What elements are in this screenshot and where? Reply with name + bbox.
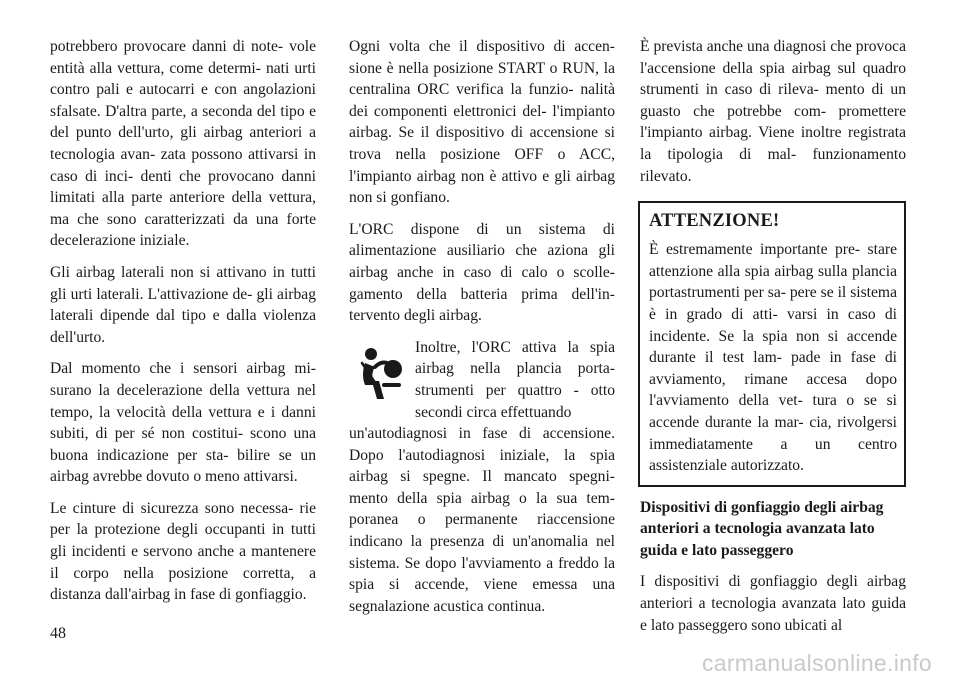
paragraph: È prevista anche una diagnosi che provoca l'accensione della spia airbag sul quadro strumenti in caso di rileva- mento di un guasto che potrebbe com- promettere l'impianto airbag. Viene inoltre registrata la tipologia di mal- funzionamento rilevato. — [640, 38, 906, 185]
text-column-middle — [349, 36, 615, 627]
airbag-warning-block — [349, 337, 615, 423]
paragraph: Ogni volta che il dispositivo di accen- sione è nella posizione START o RUN, la centralina ORC verifica la funzio- nalità dei componenti elettronici del- l'impianto airbag. Se il dispositivo di accensione si trova nella posizione OFF o ACC, l'impianto airbag non è attivo e gli airbag non si gonfiano. — [349, 38, 615, 207]
paragraph: Le cinture di sicurezza sono necessa- rie per la protezione degli occupanti in tutti gli incidenti e servono anche a mantenere il corpo nella posizione corretta, a distanza dall'airbag in fase di gonfiaggio. — [50, 499, 316, 604]
paragraph: Dal momento che i sensori airbag mi- surano la decelerazione della vettura nel tempo, la velocità della vettura e i danni subiti, di per sé non costitui- scono una buona indicazione per sta- bilire se un airbag avrebbe dovuto o meno attivarsi. — [50, 360, 316, 486]
warning-title: ATTENZIONE! — [649, 211, 780, 232]
paragraph: I dispositivi di gonfiaggio degli airbag anteriori a tecnologia avanzata lato guida e lato passeggero sono ubicati al — [640, 573, 906, 634]
text-column-right — [640, 36, 906, 646]
paragraph-indented: Inoltre, l'ORC attiva la spia airbag nella plancia porta- strumenti per quattro - otto secondi circa effettuando — [415, 338, 615, 421]
page-number: 48 — [50, 625, 66, 642]
warning-text: È estremamente importante pre- stare attenzione alla spia airbag sulla plancia portastrumenti per sa- pere se il sistema è in grado di atti- varsi in caso di incidente. Se la spia non si accende durante il test lam- pade in fase di avviamento, rimane accesa dopo l'avviamento della vet- tura o se si accende durante la mar- cia, rivolgersi immediatamente a un centro assistenziale autorizzato. — [649, 241, 897, 475]
text-column-left — [50, 36, 316, 616]
paragraph: un'autodiagnosi in fase di accensione. Dopo l'autodiagnosi iniziale, la spia airbag si spegne. Il mancato spegni- mento della spia airbag o la sua tem- poranea o permanente riaccensione indicano la presenza di un'anomalia nel sistema. Se dopo l'avviamento a freddo la spia si accende, viene emessa una segnalazione acustica continua. — [349, 425, 615, 615]
paragraph: potrebbero provocare danni di note- vole entità alla vettura, come determi- nati urti contro pali e autocarri e con angolazioni sfalsate. D'altra parte, a seconda del tipo e del punto dell'urto, gli airbag anteriori a tecnologia avan- zata possono attivarsi in caso di inci- denti che provocano danni limitati alla parte anteriore della vettura, ma che sono caratterizzati da una forte decelerazione iniziale. — [50, 38, 316, 250]
watermark: carmanualsonline.info — [701, 650, 932, 676]
section-heading: Dispositivi di gonfiaggio degli airbag anteriori a tecnologia avanzata lato guida e lato passeggero — [640, 498, 884, 559]
warning-box — [638, 201, 906, 487]
paragraph: L'ORC dispone di un sistema di alimentazione ausiliario che aziona gli airbag anche in caso di calo o scolle- gamento della batteria prima dell'in- tervento degli airbag. — [349, 220, 615, 325]
paragraph: Gli airbag laterali non si attivano in tutti gli urti laterali. L'attivazione de- gli airbag laterali dipende dal tipo e dalla violenza dell'urto. — [50, 263, 316, 346]
airbag-warning-icon — [351, 341, 407, 405]
